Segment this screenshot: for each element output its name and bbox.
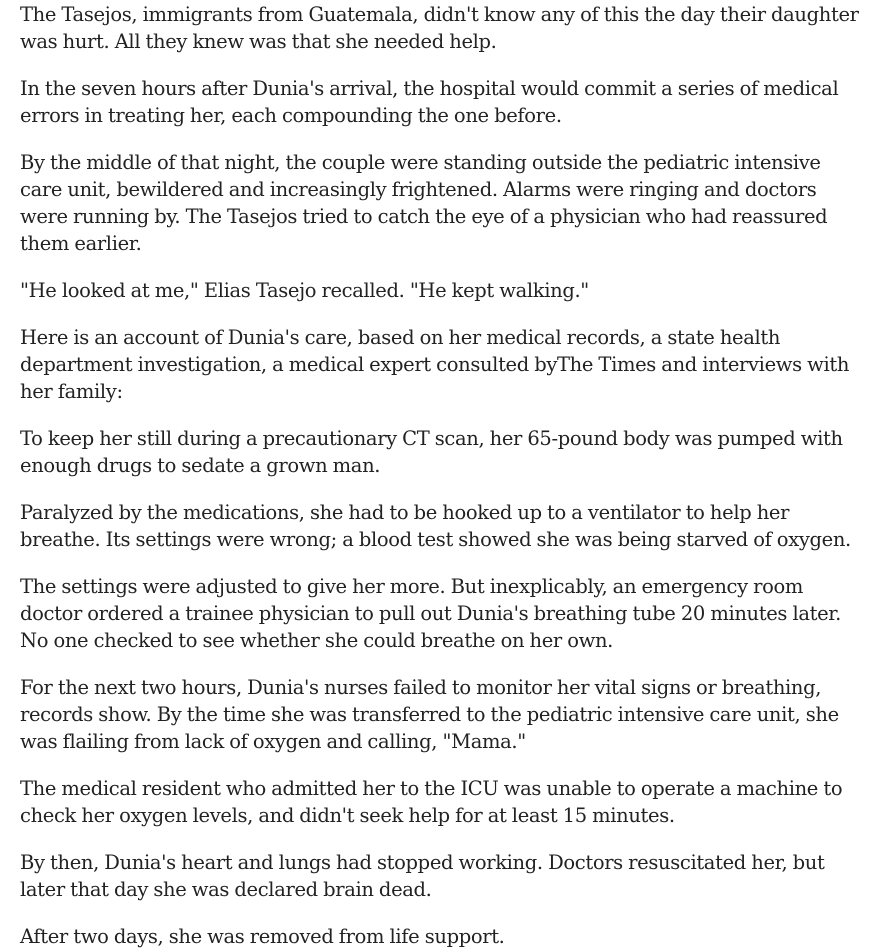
paragraph: Paralyzed by the medications, she had to be hooked up to a ventilator to help her breathe. Its settings were wrong; a blood test showed she was being starved of oxygen. xyxy=(20,501,851,551)
article-body xyxy=(20,1,865,950)
paragraph: By then, Dunia's heart and lungs had stopped working. Doctors resuscitated her, but later that day she was declared brain dead. xyxy=(20,851,825,901)
paragraph: The medical resident who admitted her to the ICU was unable to operate a machine to check her oxygen levels, and didn't seek help for at least 15 minutes. xyxy=(20,777,843,827)
paragraph: By the middle of that night, the couple were standing outside the pediatric intensive care unit, bewildered and increasingly frightened. Alarms were ringing and doctors were running by. The Tasejos tried to catch the eye of a physician who had reassured them earlier. xyxy=(20,151,828,255)
paragraph: Here is an account of Dunia's care, based on her medical records, a state health department investigation, a medical expert consulted byThe Times and interviews with her family: xyxy=(20,326,850,403)
paragraph: In the seven hours after Dunia's arrival, the hospital would commit a series of medical errors in treating her, each compounding the one before. xyxy=(20,77,839,127)
paragraph: The Tasejos, immigrants from Guatemala, didn't know any of this the day their daughter was hurt. All they knew was that she needed help. xyxy=(20,3,859,53)
paragraph: The settings were adjusted to give her more. But inexplicably, an emergency room doctor ordered a trainee physician to pull out Dunia's breathing tube 20 minutes later. No one checked to see whether she could breathe on her own. xyxy=(20,575,841,652)
paragraph: To keep her still during a precautionary CT scan, her 65-pound body was pumped with enough drugs to sedate a grown man. xyxy=(20,427,843,477)
paragraph: For the next two hours, Dunia's nurses failed to monitor her vital signs or breathing, records show. By the time she was transferred to the pediatric intensive care unit, she was flailing from lack of oxygen and calling, "Mama." xyxy=(20,676,839,753)
paragraph: "He looked at me," Elias Tasejo recalled. "He kept walking." xyxy=(20,279,589,302)
paragraph: After two days, she was removed from life support. xyxy=(20,925,505,948)
